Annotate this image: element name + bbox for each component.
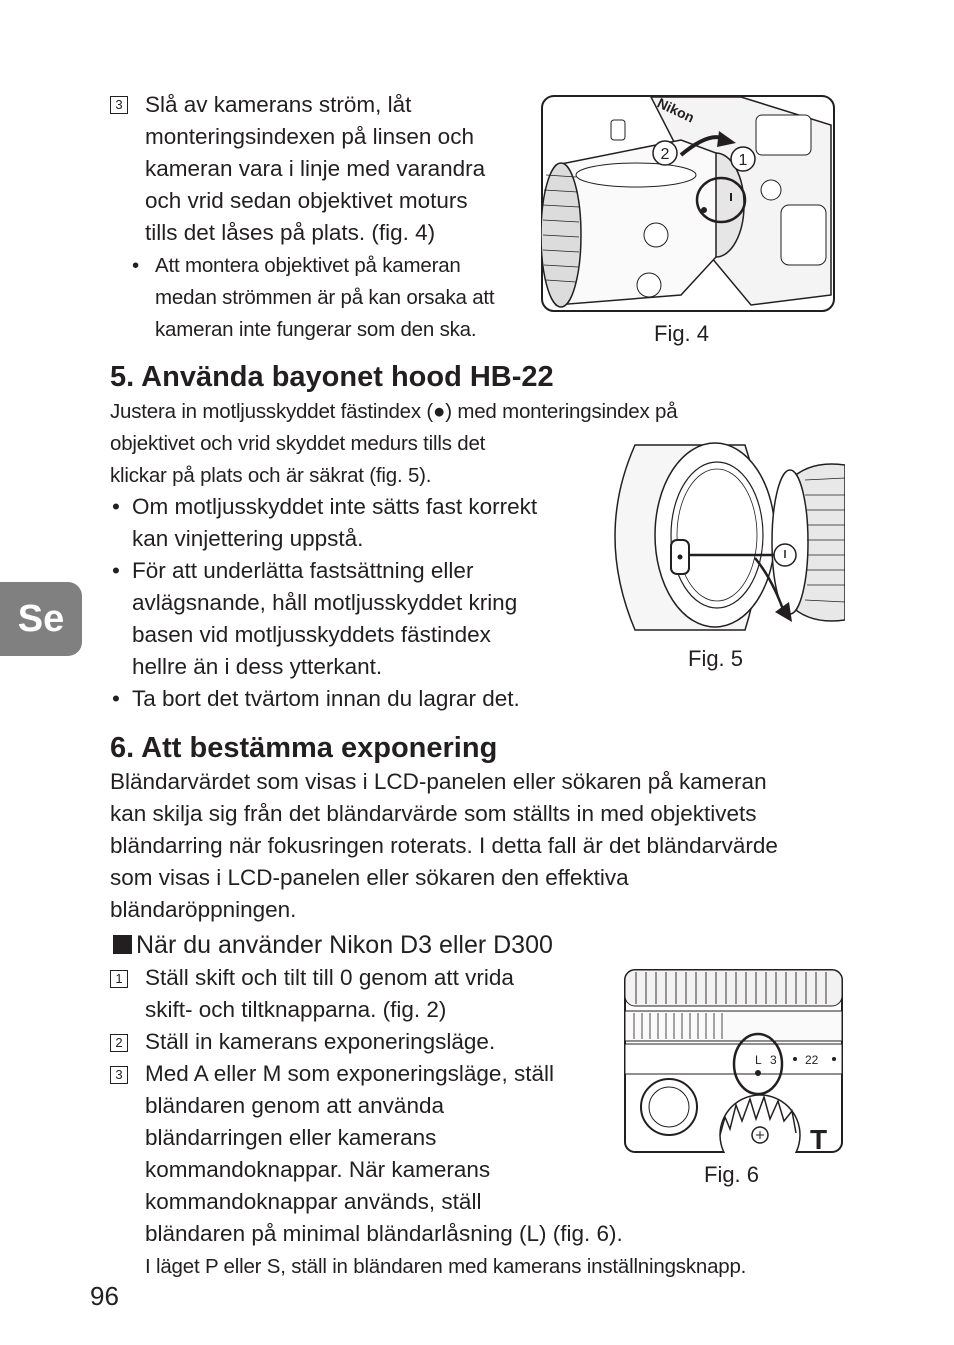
bullet-dot: • — [132, 254, 139, 277]
text-line: basen vid motljusskyddets fästindex — [132, 622, 491, 647]
subheading — [113, 929, 553, 961]
text-line: klickar på plats och är säkrat (fig. 5). — [110, 464, 432, 487]
text-line: Ta bort det tvärtom innan du lagrar det. — [132, 686, 520, 711]
text-line: skift- och tiltknapparna. (fig. 2) — [145, 997, 447, 1022]
text-line: monteringsindexen på linsen och — [145, 124, 474, 149]
step3-note: I läget P eller S, ställ in bländaren med kamerans inställningsknapp. — [145, 1255, 747, 1278]
text-line: medan strömmen är på kan orsaka att — [155, 286, 495, 309]
text-line: kan vinjettering uppstå. — [132, 526, 364, 551]
subheading-text: När du använder Nikon D3 eller D300 — [136, 931, 553, 959]
text-line: bländaren genom att använda — [145, 1093, 444, 1118]
section6-heading: 6. Att bestämma exponering — [110, 732, 498, 764]
text-line: hellre än i dess ytterkant. — [132, 654, 383, 679]
step1-text — [145, 962, 514, 1026]
brand-text: Nikon — [654, 95, 697, 126]
text-line: kameran vara i linje med varandra — [145, 156, 486, 181]
step2-text — [145, 1026, 495, 1058]
bullet1-text — [132, 491, 537, 555]
step-number-box: 3 — [110, 96, 128, 114]
label-2-text: 2 — [660, 146, 670, 163]
fig6-illustration — [624, 969, 843, 1153]
text-line: bländaröppningen. — [110, 897, 297, 922]
text-line: Justera in motljusskyddet fästindex (●) med monteringsindex på — [110, 400, 678, 423]
fig4-caption: Fig. 4 — [654, 321, 710, 346]
text-line: och vrid sedan objektivet moturs — [145, 188, 468, 213]
label-1-text: 1 — [738, 152, 748, 169]
text-line: bländarringen eller kamerans — [145, 1125, 437, 1150]
language-tab: Se — [0, 582, 82, 656]
note-text — [155, 250, 494, 346]
text-line: kan skilja sig från det bländarvärde som ställts in med objektivets — [110, 801, 757, 826]
text-line: Att montera objektivet på kameran — [155, 254, 461, 277]
fig5-illustration — [595, 440, 845, 640]
square-bullet-icon — [113, 935, 132, 954]
scale-L-text: L — [755, 1053, 762, 1067]
step3b-text — [145, 1058, 623, 1250]
text-line: Ställ in kamerans exponeringsläge. — [145, 1029, 496, 1054]
step3-text — [145, 89, 485, 249]
text-line: kameran inte fungerar som den ska. — [155, 318, 477, 341]
fig4-illustration — [541, 95, 835, 312]
text-line: tills det låses på plats. (fig. 4) — [145, 220, 436, 245]
step-number-box: 3 — [110, 1066, 128, 1084]
fig6-caption: Fig. 6 — [704, 1162, 760, 1187]
text-line: För att underlätta fastsättning eller — [132, 558, 474, 583]
text-line: kommandoknappar. När kamerans — [145, 1157, 491, 1182]
bullet-dot: • — [112, 558, 120, 583]
text-line: Ställ skift och tilt till 0 genom att vrida — [145, 965, 514, 990]
bullet3-text — [132, 683, 520, 715]
fig5-caption: Fig. 5 — [688, 646, 744, 671]
text-line: Slå av kamerans ström, låt — [145, 92, 412, 117]
text-line: objektivet och vrid skyddet medurs tills det — [110, 432, 486, 455]
step-number-box: 1 — [110, 970, 128, 988]
section5-paragraph — [110, 396, 677, 492]
text-line: som visas i LCD-panelen eller sökaren den effektiva — [110, 865, 629, 890]
text-line: Om motljusskyddet inte sätts fast korrekt — [132, 494, 538, 519]
text-line: kommandoknappar används, ställ — [145, 1189, 482, 1214]
bullet-dot: • — [112, 494, 120, 519]
section5-heading: 5. Använda bayonet hood HB-22 — [110, 361, 554, 393]
text-line: avlägsnande, håll motljusskyddet kring — [132, 590, 518, 615]
text-line: bländarring när fokusringen roterats. I detta fall är det bländarvärde — [110, 833, 778, 858]
bullet2-text — [132, 555, 517, 683]
tilt-glyph-text: T — [810, 1124, 828, 1153]
text-line: bländaren på minimal bländarlåsning (L) (fig. 6). — [145, 1221, 623, 1246]
text-line: Bländarvärdet som visas i LCD-panelen eller sökaren på kameran — [110, 769, 767, 794]
scale-3-text: 3 — [770, 1053, 777, 1067]
page-number: 96 — [90, 1281, 119, 1311]
bullet-dot: • — [112, 686, 120, 711]
scale-22-text: 22 — [805, 1053, 819, 1067]
text-line: Med A eller M som exponeringsläge, ställ — [145, 1061, 554, 1086]
step-number-box: 2 — [110, 1034, 128, 1052]
section6-paragraph — [110, 766, 778, 926]
